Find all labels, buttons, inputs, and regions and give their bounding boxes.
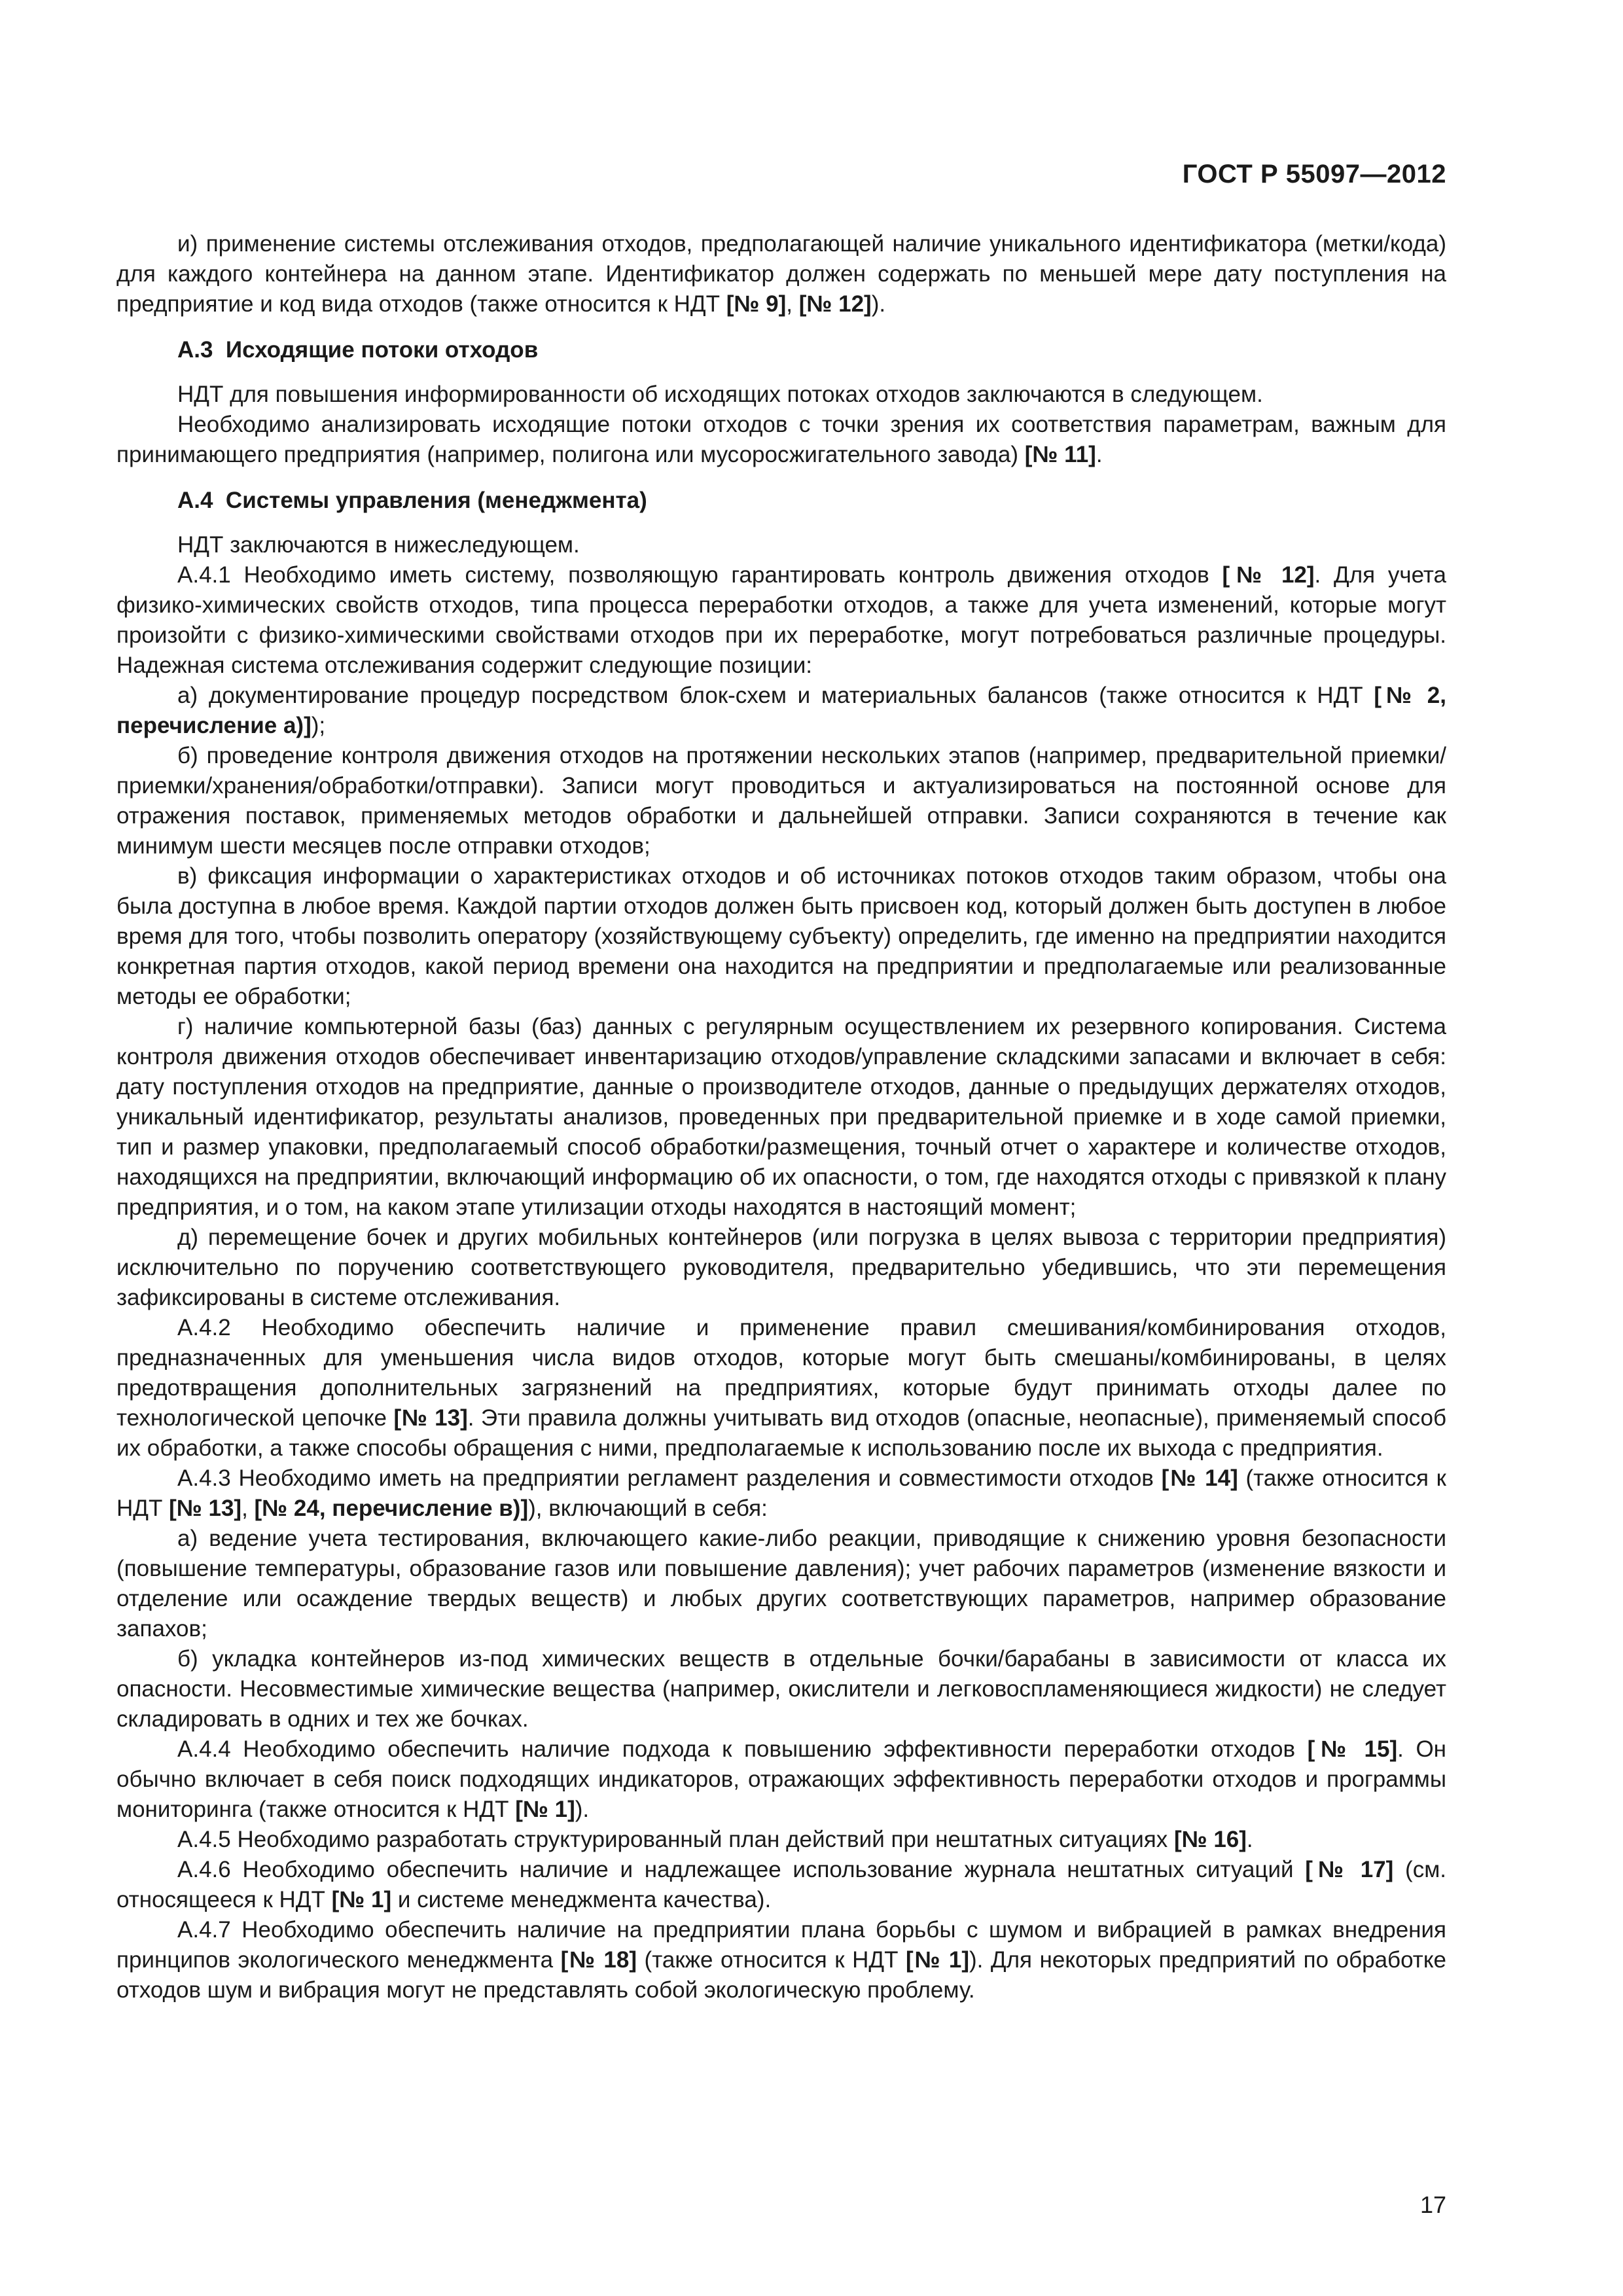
- paragraph-item-i: и) применение системы отслеживания отходов, предполагающей наличие уникального идентификатора (метки/кода) для каждого контейнера на данном этапе. Идентификатор должен содержать по меньшей мере дату поступления на предприятие и код вида отходов (также относится к НДТ [№ 9], [№ 12]).: [116, 231, 1446, 317]
- paragraph-a41-g: г) наличие компьютерной базы (баз) данных с регулярным осуществлением их резервного копирования. Система контроля движения отходов обеспечивает инвентаризацию отходов/управление складскими запасами и включает в себя: дату поступления отходов на предприятие, данные о производителе отходов, данные о предыдущих держателях отходов, уникальный идентификатор, результаты анализов, проведенных при предварительной приемке и в ходе самой приемки, тип и размер упаковки, предполагаемый способ обработки/размещения, точный отчет о характере и количестве отходов, находящихся на предприятии, включающий информацию об их опасности, о том, где находятся отходы с привязкой к плану предприятия, и о том, на каком этапе утилизации отходы находятся в настоящий момент;: [116, 1014, 1446, 1220]
- paragraph-a43-b: б) укладка контейнеров из-под химических веществ в отдельные бочки/барабаны в зависимости от класса их опасности. Несовместимые химические вещества (например, окислители и легковоспламеняющиеся жидкости) не следует складировать в одних и тех же бочках.: [116, 1646, 1446, 1732]
- section-heading-a3: А.3 Исходящие потоки отходов: [177, 337, 539, 363]
- document-code: ГОСТ Р 55097—2012: [1182, 160, 1446, 188]
- paragraph-a43: А.4.3 Необходимо иметь на предприятии регламент разделения и совместимости отходов [№ 14] (также относится к НДТ [№ 13], [№ 24, перечисление в)]), включающий в себя:: [116, 1465, 1446, 1521]
- paragraph-a3-1: Необходимо анализировать исходящие потоки отходов с точки зрения их соответствия параметрам, важным для принимающего предприятия (например, полигона или мусоросжигательного завода) [№ 11].: [116, 412, 1446, 467]
- paragraph-a46: А.4.6 Необходимо обеспечить наличие и надлежащее использование журнала нештатных ситуаций [№ 17] (см. относящееся к НДТ [№ 1] и системе менеджмента качества).: [116, 1857, 1446, 1912]
- paragraph-a3-intro: НДТ для повышения информированности об исходящих потоках отходов заключаются в следующем.: [177, 382, 1263, 407]
- paragraph-a41-v: в) фиксация информации о характеристиках отходов и об источниках потоков отходов таким образом, чтобы она была доступна в любое время. Каждой партии отходов должен быть присвоен код, который должен быть доступен в любое время для того, чтобы позволить оператору (хозяйствующему субъекту) определить, где именно на предприятии находится конкретная партия отходов, какой период времени она находится на предприятии и предполагаемые или реализованные методы ее обработки;: [116, 863, 1446, 1009]
- paragraph-a42: А.4.2 Необходимо обеспечить наличие и применение правил смешивания/комбинирования отходов, предназначенных для уменьшения числа видов отходов, которые могут быть смешаны/комбинированы, в целях предотвращения дополнительных загрязнений на предприятиях, которые будут принимать отходы далее по технологической цепочке [№ 13]. Эти правила должны учитывать вид отходов (опасные, неопасные), применяемый способ их обработки, а также способы обращения с ними, предполагаемые к использованию после их выхода с предприятия.: [116, 1315, 1447, 1461]
- paragraph-a41: А.4.1 Необходимо иметь систему, позволяющую гарантировать контроль движения отходов [№ 12]. Для учета физико-химических свойств отходов, типа процесса переработки отходов, а также для учета изменений, которые могут произойти с физико-химическими свойствами отходов при их переработке, могут потребоваться различные процедуры. Надежная система отслеживания содержит следующие позиции:: [116, 562, 1446, 678]
- paragraph-a41-d: д) перемещение бочек и других мобильных контейнеров (или погрузка в целях вывоза с территории предприятия) исключительно по поручению соответствующего руководителя, предварительно убедившись, что эти перемещения зафиксированы в системе отслеживания.: [116, 1225, 1446, 1310]
- document-body: [116, 229, 1446, 2005]
- paragraph-a43-a: а) ведение учета тестирования, включающего какие-либо реакции, приводящие к снижению уровня безопасности (повышение температуры, образование газов или повышение давления); учет рабочих параметров (изменение вязкости и отделение или осаждение твердых веществ) и любых других соответствующих параметров, например образование запахов;: [116, 1526, 1446, 1641]
- section-heading-a4: А.4 Системы управления (менеджмента): [177, 488, 647, 513]
- paragraph-a47: А.4.7 Необходимо обеспечить наличие на предприятии плана борьбы с шумом и вибрацией в рамках внедрения принципов экологического менеджмента [№ 18] (также относится к НДТ [№ 1]). Для некоторых предприятий по обработке отходов шум и вибрация могут не представлять собой экологическую проблему.: [116, 1917, 1446, 2003]
- paragraph-a41-b: б) проведение контроля движения отходов на протяжении нескольких этапов (например, предварительной приемки/приемки/хранения/обработки/отправки). Записи могут проводиться и актуализироваться на постоянной основе для отражения поставок, применяемых методов обработки и дальнейшей отправки. Записи сохраняются в течение как минимум шести месяцев после отправки отходов;: [116, 743, 1446, 859]
- paragraph-a45: А.4.5 Необходимо разработать структурированный план действий при нештатных ситуациях [№ 16].: [177, 1827, 1253, 1852]
- page-number: 17: [1419, 2191, 1446, 2218]
- paragraph-a44: А.4.4 Необходимо обеспечить наличие подхода к повышению эффективности переработки отходов [№ 15]. Он обычно включает в себя поиск подходящих индикаторов, отражающих эффективность переработки отходов и программы мониторинга (также относится к НДТ [№ 1]).: [116, 1736, 1446, 1822]
- paragraph-a41-a: а) документирование процедур посредством блок-схем и материальных балансов (также относится к НДТ [№ 2, перечисление а)]);: [116, 683, 1446, 738]
- paragraph-a4-intro: НДТ заключаются в нижеследующем.: [177, 532, 580, 558]
